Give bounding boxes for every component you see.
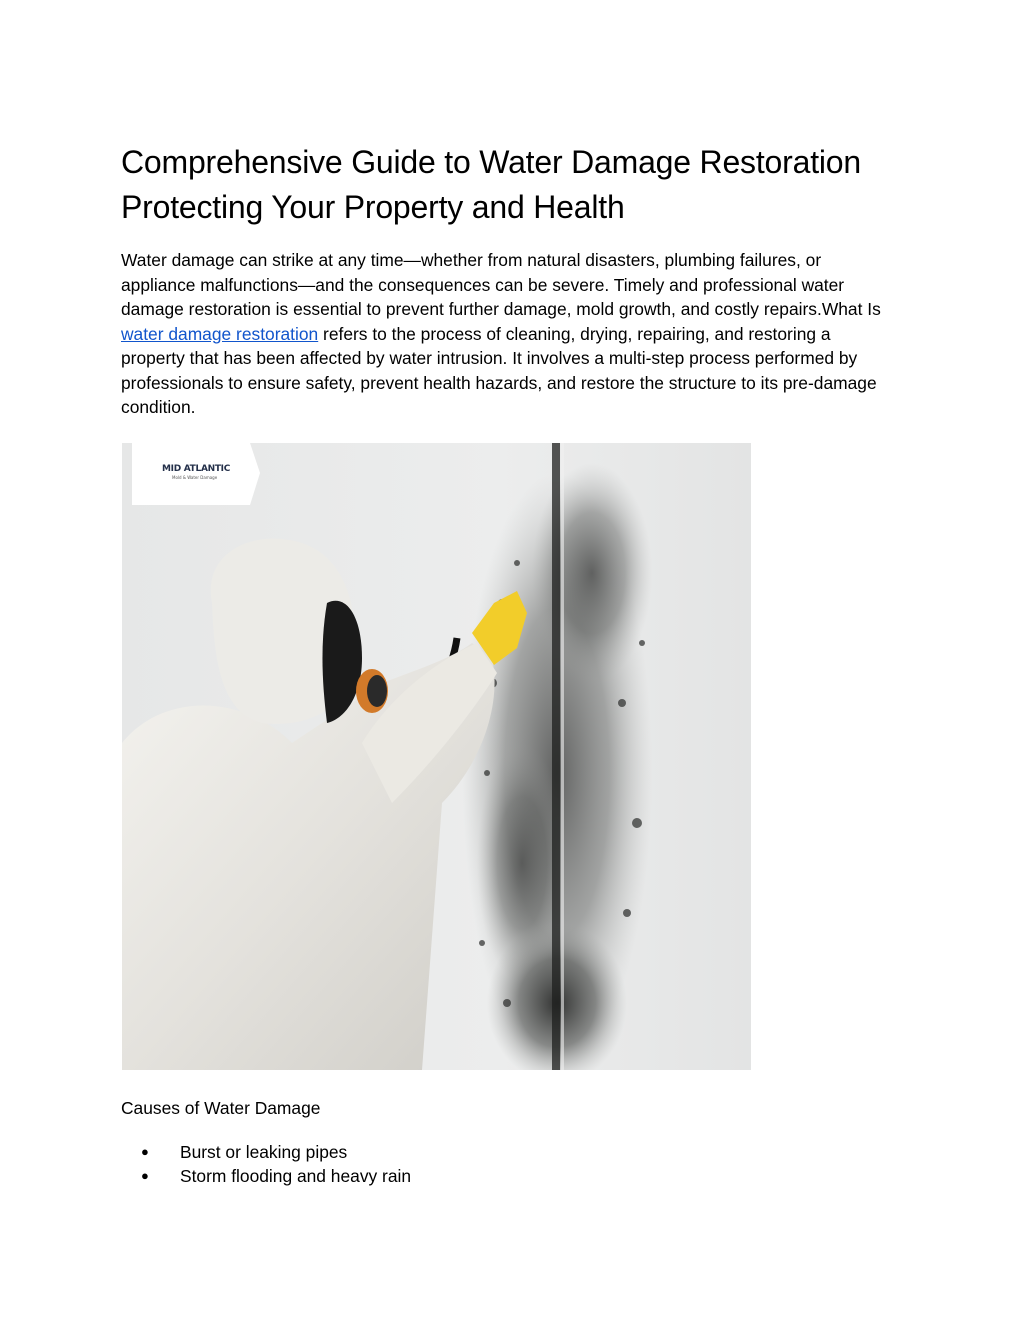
mold-remediation-photo [122, 443, 751, 1070]
list-item [121, 1140, 411, 1164]
list-item-text: Storm flooding and heavy rain [180, 1166, 412, 1187]
intro-text-before-link: Water damage can strike at any time—whether from natural disasters, plumbing failures, or appliance malfunctions—and the consequences can be severe. Timely and professional water damage restoration is essential to prevent further damage, mold growth, and costly repairs.What Is [121, 250, 881, 319]
bullet-icon: ● [141, 1168, 149, 1184]
company-logo [132, 443, 260, 505]
logo-subtext: Mold & Water Damage [172, 475, 218, 480]
photo-illustration [122, 443, 751, 1070]
intro-paragraph [121, 248, 896, 420]
list-item [121, 1164, 411, 1188]
logo-text: MID ATLANTIC [162, 464, 231, 474]
page-title: Comprehensive Guide to Water Damage Restoration Protecting Your Property and Health [121, 144, 861, 225]
water-damage-restoration-link[interactable]: water damage restoration [121, 323, 319, 344]
bullet-icon: ● [141, 1144, 149, 1159]
intro-text-after-link: refers to the process of cleaning, drying, repairing, and restoring a property that has been affected by water intrusion. It involves a multi-step process performed by professionals to ensure safety, prevent health hazards, and restore the structure to its pre-damage condition. [121, 323, 877, 417]
causes-heading: Causes of Water Damage [121, 1098, 321, 1118]
list-item-text: Burst or leaking pipes [180, 1142, 348, 1162]
causes-list [121, 1140, 411, 1189]
